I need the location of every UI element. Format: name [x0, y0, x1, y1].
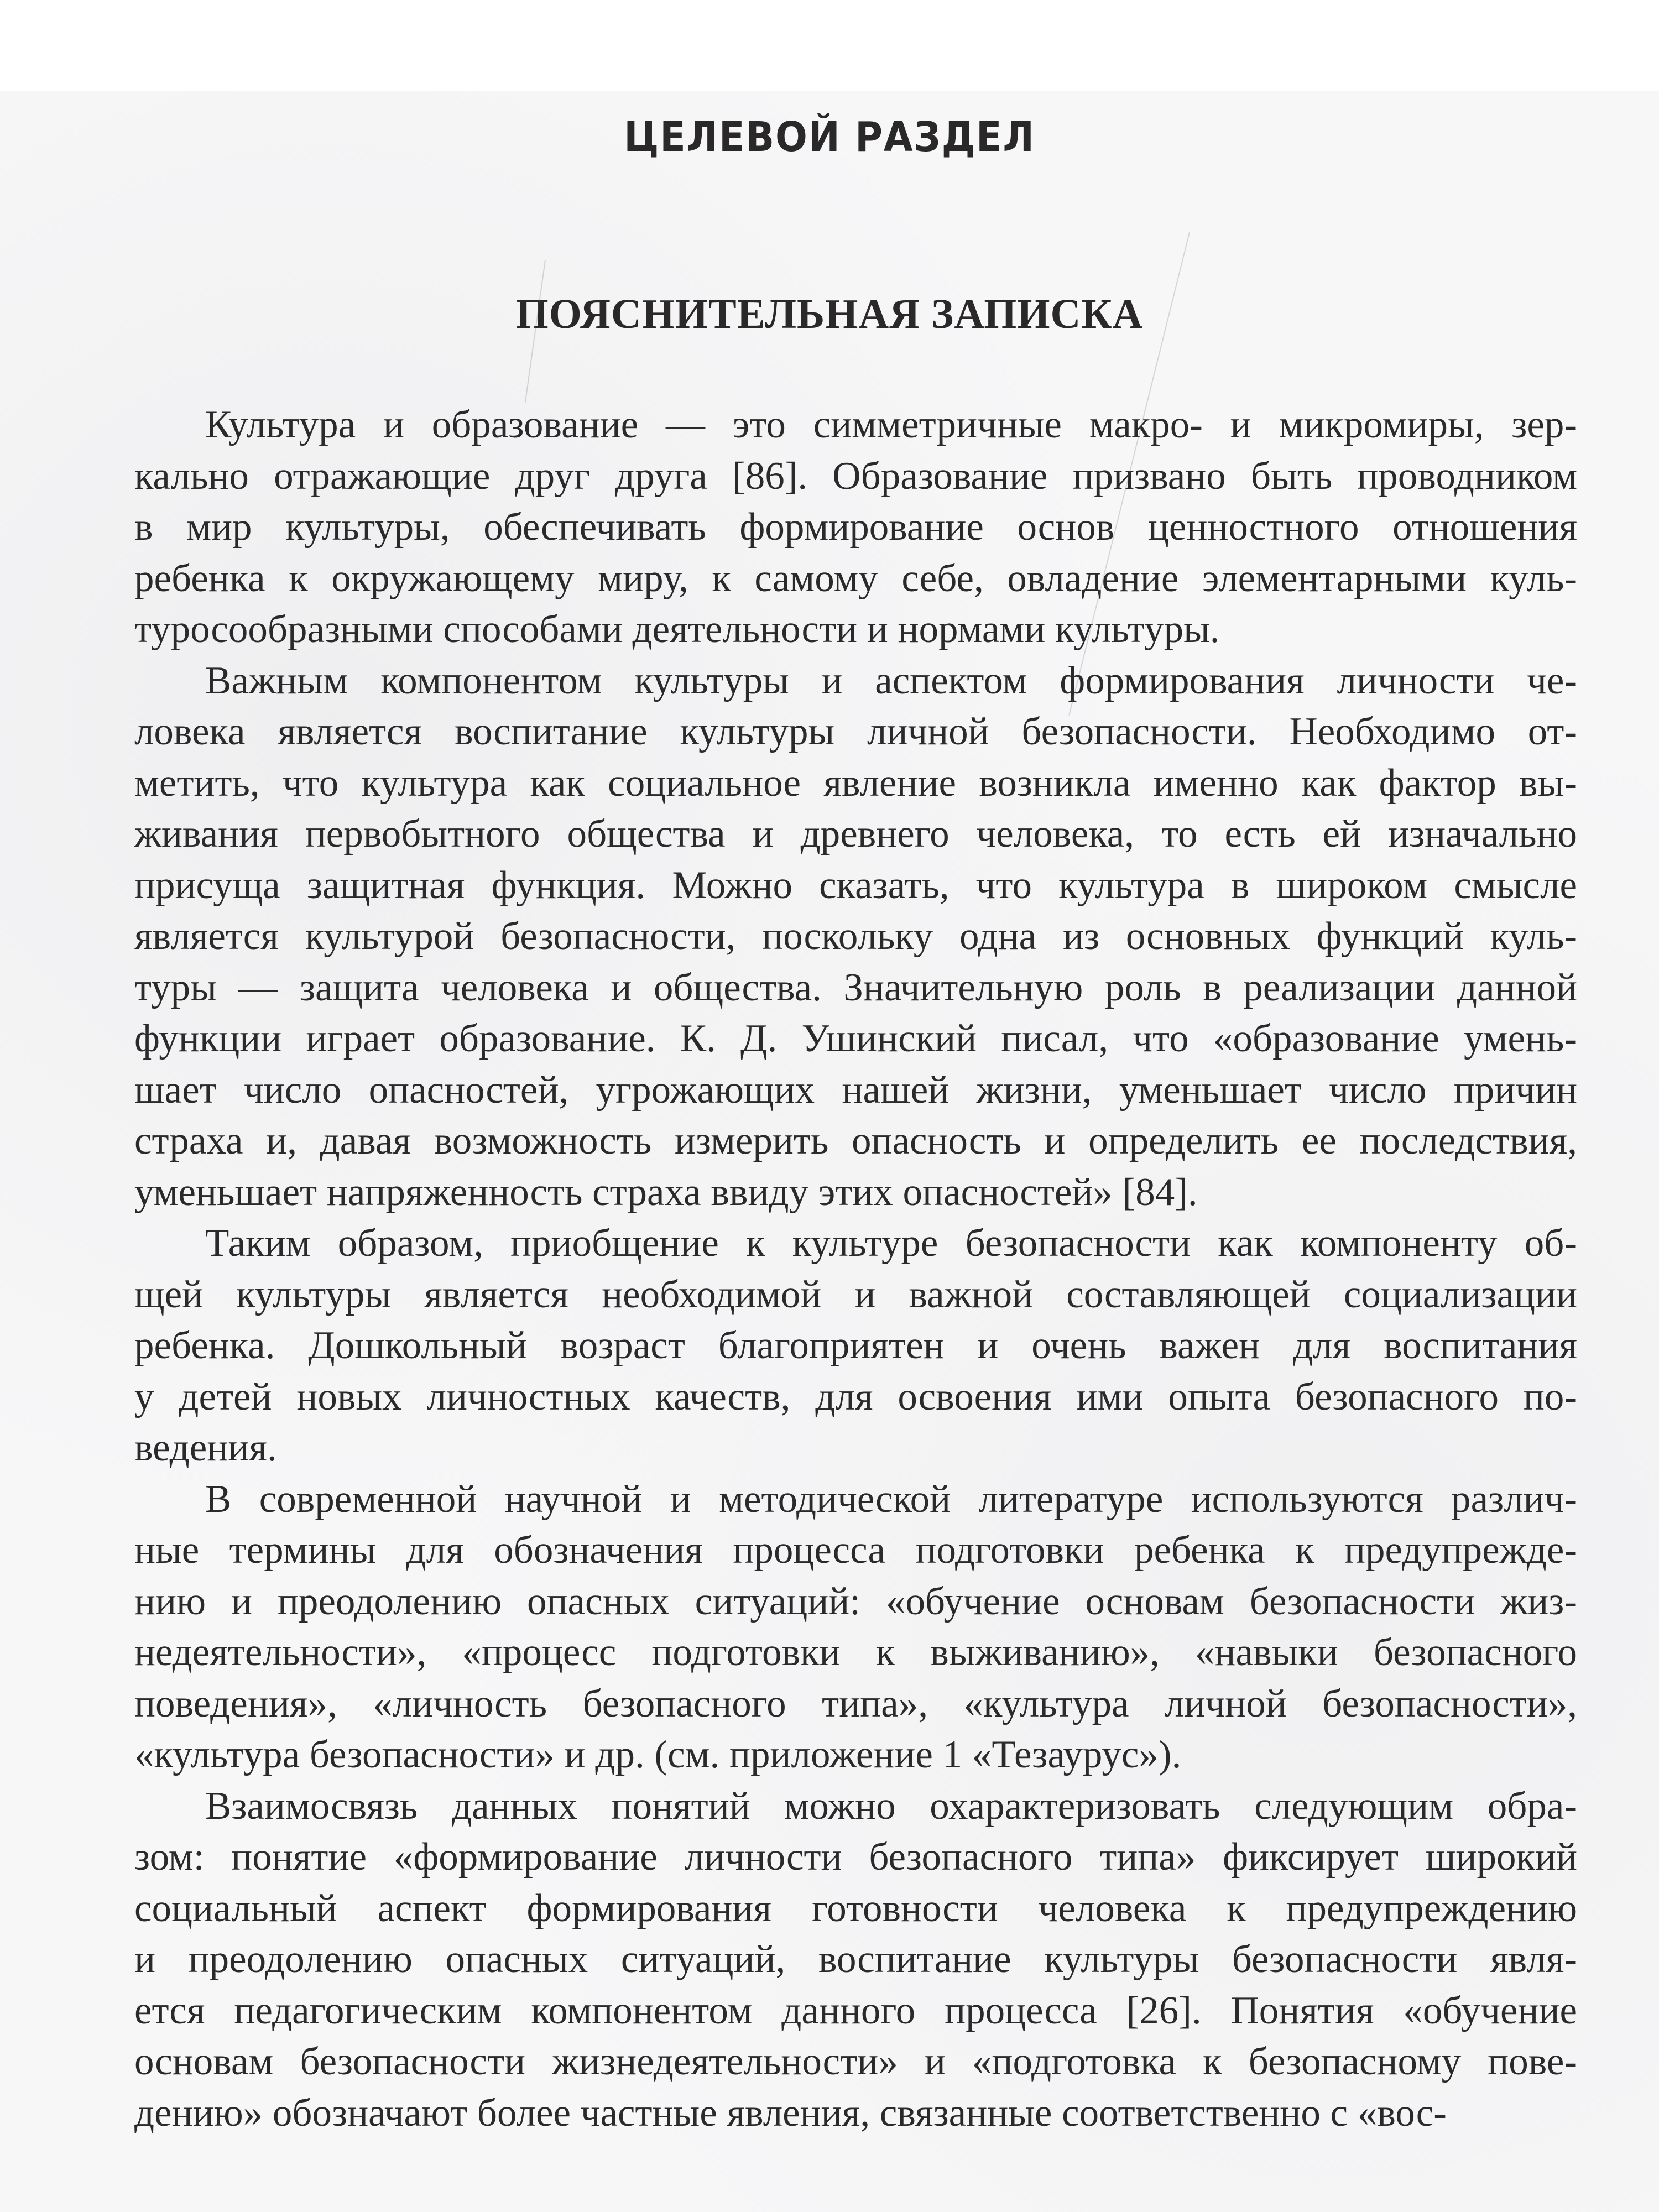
text-line: у детей новых личностных качеств, для освоения ими опыта безопасного по-: [134, 1375, 1577, 1418]
text-line: ребенка к окружающему миру, к самому себе, овладение элементарными куль-: [134, 556, 1577, 600]
text-line: живания первобытного общества и древнего человека, то есть ей изначально: [134, 812, 1577, 855]
text-line: метить, что культура как социальное явление возникла именно как фактор вы-: [134, 761, 1577, 805]
text-line: недеятельности», «процесс подготовки к выживанию», «навыки безопасного: [134, 1631, 1577, 1674]
text-line: зом: понятие «формирование личности безопасного типа» фиксирует широкий: [134, 1835, 1577, 1879]
text-line: туросообразными способами деятельности и нормами культуры.: [134, 608, 1220, 651]
text-line: поведения», «личность безопасного типа», «культура личной безопасности»,: [134, 1682, 1577, 1725]
subsection-title: ПОЯСНИТЕЛЬНАЯ ЗАПИСКА: [515, 291, 1144, 337]
text-line: туры — защита человека и общества. Значительную роль в реализации данной: [134, 966, 1577, 1009]
text-line: ные термины для обозначения процесса подготовки ребенка к предупрежде-: [134, 1528, 1577, 1572]
text-line: ловека является воспитание культуры личной безопасности. Необходимо от-: [134, 710, 1577, 753]
text-line: Взаимосвязь данных понятий можно охарактеризовать следующим обра-: [205, 1784, 1577, 1828]
text-line: является культурой безопасности, поскольку одна из основных функций куль-: [134, 915, 1577, 958]
section-title: ЦЕЛЕВОЙ РАЗДЕЛ: [624, 113, 1035, 161]
text-line: социальный аспект формирования готовности человека к предупреждению: [134, 1886, 1577, 1930]
text-line: функции играет образование. К. Д. Ушинский писал, что «образование умень-: [134, 1017, 1577, 1060]
text-line: щей культуры является необходимой и важной составляющей социализации: [134, 1272, 1577, 1316]
text-line: присуща защитная функция. Можно сказать, что культура в широком смысле: [134, 863, 1577, 907]
text-line: кально отражающие друг друга [86]. Образование призвано быть проводником: [134, 454, 1577, 498]
text-line: Культура и образование — это симметричные макро- и микромиры, зер-: [205, 403, 1577, 446]
text-line: В современной научной и методической литературе используются различ-: [205, 1477, 1577, 1521]
text-line: Таким образом, приобщение к культуре безопасности как компоненту об-: [205, 1222, 1577, 1265]
text-line: основам безопасности жизнедеятельности» и «подготовка к безопасному пове-: [134, 2040, 1577, 2083]
text-line: в мир культуры, обеспечивать формирование основ ценностного отношения: [134, 505, 1577, 549]
text-line: ется педагогическим компонентом данного процесса [26]. Понятия «обучение: [134, 1989, 1577, 2032]
text-line: страха и, давая возможность измерить опасность и определить ее последствия,: [134, 1119, 1577, 1162]
text-line: «культура безопасности» и др. (см. приложение 1 «Тезаурус»).: [134, 1733, 1182, 1776]
text-line: уменьшает напряженность страха ввиду этих опасностей» [84].: [134, 1170, 1198, 1214]
text-line: шает число опасностей, угрожающих нашей жизни, уменьшает число причин: [134, 1068, 1577, 1112]
text-line: дению» обозначают более частные явления, связанные соответственно с «вос-: [134, 2091, 1447, 2135]
text-line: нию и преодолению опасных ситуаций: «обучение основам безопасности жиз-: [134, 1579, 1577, 1623]
text-line: ведения.: [134, 1426, 277, 1469]
text-line: Важным компонентом культуры и аспектом формирования личности че-: [205, 659, 1577, 702]
text-line: и преодолению опасных ситуаций, воспитание культуры безопасности явля-: [134, 1938, 1577, 1981]
text-line: ребенка. Дошкольный возраст благоприятен и очень важен для воспитания: [134, 1324, 1577, 1367]
